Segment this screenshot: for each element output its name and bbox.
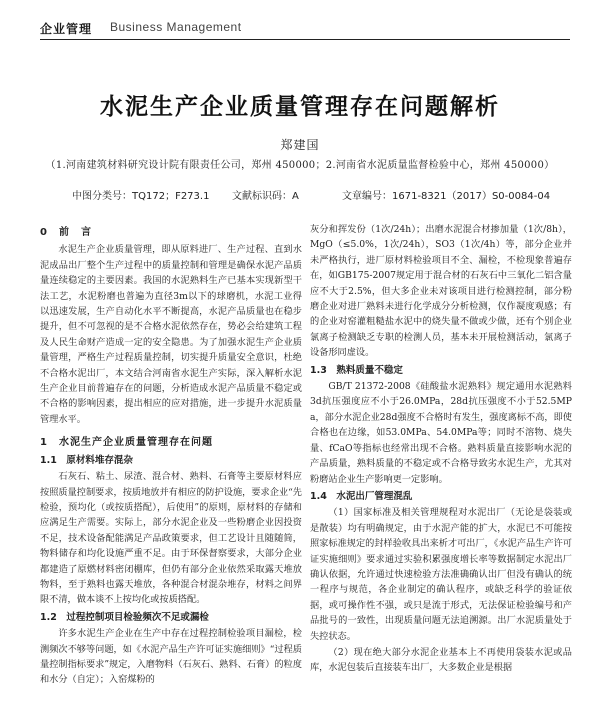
section-heading-intro: 0 前 言	[40, 227, 92, 238]
article-title: 水泥生产企业质量管理存在问题解析	[100, 94, 500, 120]
paragraph: 灰分和挥发份（1次/24h）；出磨水泥混合材掺加量（1次/8h），MgO（≤5.0%，1次/24h），SO3（1次/4h）等，部分企业并未严格执行，进厂原材料检验项目不全、漏检，不检现象普遍存在，如GB175-2007规定用于混合材的石灰石中三氧化二铝含量应不大于2.5%，但大多企业未对该项目进行检测控制，部分粉磨企业对进厂熟料未进行化学成分分析检测，仅作凝度观感；有的企业对窑灌粗糙盐水泥中的烧失量不做或少做，还有个别企业氯离子检测缺乏专职的检测人员，基本未开展检测活动，氯离子设备形同虚设。	[310, 224, 572, 359]
paragraph: 水泥生产企业质量管理，即从原料进厂、生产过程、直到水泥成品出厂整个生产过程中的质量控制和管理是确保水泥产品质量连续稳定的主要因素。我国的水泥熟料生产已基本实现新型干法工艺，水泥粉磨也普遍为直径3m以下的球磨机，水泥工业得以迅速发展，生产自动化水平不断提高，水泥产品质量也在稳步提升，但不可忽视的是不合格水泥依然存在，势必会给建筑工程及人民生命财产造成一定的安全隐患。为了加强水泥生产企业质量管理，严格生产过程质量控制，切实提升质量安全意识，杜绝不合格水泥出厂，本文结合河南省水泥生产实际，深入解析水泥生产企业目前普遍存在的问题，分析造成水泥产品质量不稳定或不合格的影响因素，提出相应的应对措施，进一步提升水泥质量管理水平。	[40, 244, 302, 425]
subsection-heading-1-4: 1.4 水泥出厂管理混乱	[310, 490, 413, 502]
article-number: 文章编号：1671-8321（2017）S0-0084-04	[342, 191, 551, 202]
paragraph: GB/T 21372-2008《硅酸盐水泥熟料》规定通用水泥熟料3d抗压强度应不小于26.0MPa，28d抗压强度不小于52.5MPa，部分水泥企业28d强度不合格时有发生，强度离标不高，即使合格也在边缘，如53.0MPa、54.0MPa等；同时不溶物、烧失量、fCaO等指标也经常出现不合格。熟料质量直接影响水泥的产品质量，熟料质量的不稳定或不合格导致劣水泥生产，尤其对粉磨站企业生产影响更一定影响。	[310, 381, 572, 485]
subsection-heading-1-2: 1.2 过程控制项目检验频次不足或漏检	[40, 611, 209, 623]
paragraph: 许多水泥生产企业在生产中存在过程控制检验项目漏检，检测频次不够等问题，如《水泥产品生产许可证实施细则》“过程质量控制指标要求”规定，入磨物料（石灰石、熟料、石膏）的粒度和水分（自定）；入窑煤粉的	[40, 628, 302, 686]
affiliation: （1.河南建筑材料研究设计院有限责任公司，郑州 450000；2.河南省水泥质量监督检验中心，郑州 450000）	[45, 160, 555, 171]
left-column	[40, 222, 302, 689]
right-column	[310, 222, 572, 677]
section-name-en: Business Management	[110, 20, 242, 34]
author: 郑建国	[280, 138, 320, 152]
page-header	[40, 18, 570, 40]
paragraph: （2）现在绝大部分水泥企业基本上不再使用袋装水泥或品库，水泥包装后直接装车出厂，大多数企业是根据	[310, 646, 572, 674]
subsection-heading-1-3: 1.3 熟料质量不稳定	[310, 364, 403, 376]
paragraph: 石灰石、粘土、尿渣、混合材、熟料、石膏等主要原材料应按照质量控制要求，按质地放并有相应的防护设施，要求企业“先检验，预均化（或按质搭配），后使用”的原则，原材料的存储和应满足生产需要。实际上，部分水泥企业及一些粉磨企业因投资不足，技术设备配能满足产品政策要求，但工艺设计且随随简，物料储存和均化设施严重不足。由于环保督察要求，大部分企业都建造了原燃材料密闭棚库，但仍有部分企业依然采取露天堆放物料，至于熟料也露天堆放，各种混合材混杂堆存，材料之间界限不清，做本谈不上按均化或按质搭配。	[40, 471, 302, 606]
section-heading-problems: 1 水泥生产企业质量管理存在问题	[40, 437, 213, 449]
section-name-cn: 企业管理	[40, 22, 93, 36]
document-code: 文献标识码：A	[232, 191, 299, 202]
subsection-heading-1-1: 1.1 原材料堆存混杂	[40, 454, 133, 466]
clc-number: 中图分类号：TQ172；F273.1	[72, 191, 210, 202]
paragraph: （1）国家标准及相关管理规程对水泥出厂（无论是袋装或是散装）均有明确规定，由于水泥产能的扩大，水泥已不可能按照家标准规定的封样验收具出来析才可出厂，《水泥产品生产许可证实施细则》要求通过实验积累强度增长率等数据制定水泥出厂确认依据，允许通过快速检验方法准确确认出厂但没有确认的统一程序与规范，各企业制定的确认程序，或缺乏科学的验证依据，或可操作性不强，或只是流于形式，无法保证检验编号和产品批号的一致性，出现质量问题无法追溯源。出厂水泥质量处于失控状态。	[310, 507, 572, 642]
